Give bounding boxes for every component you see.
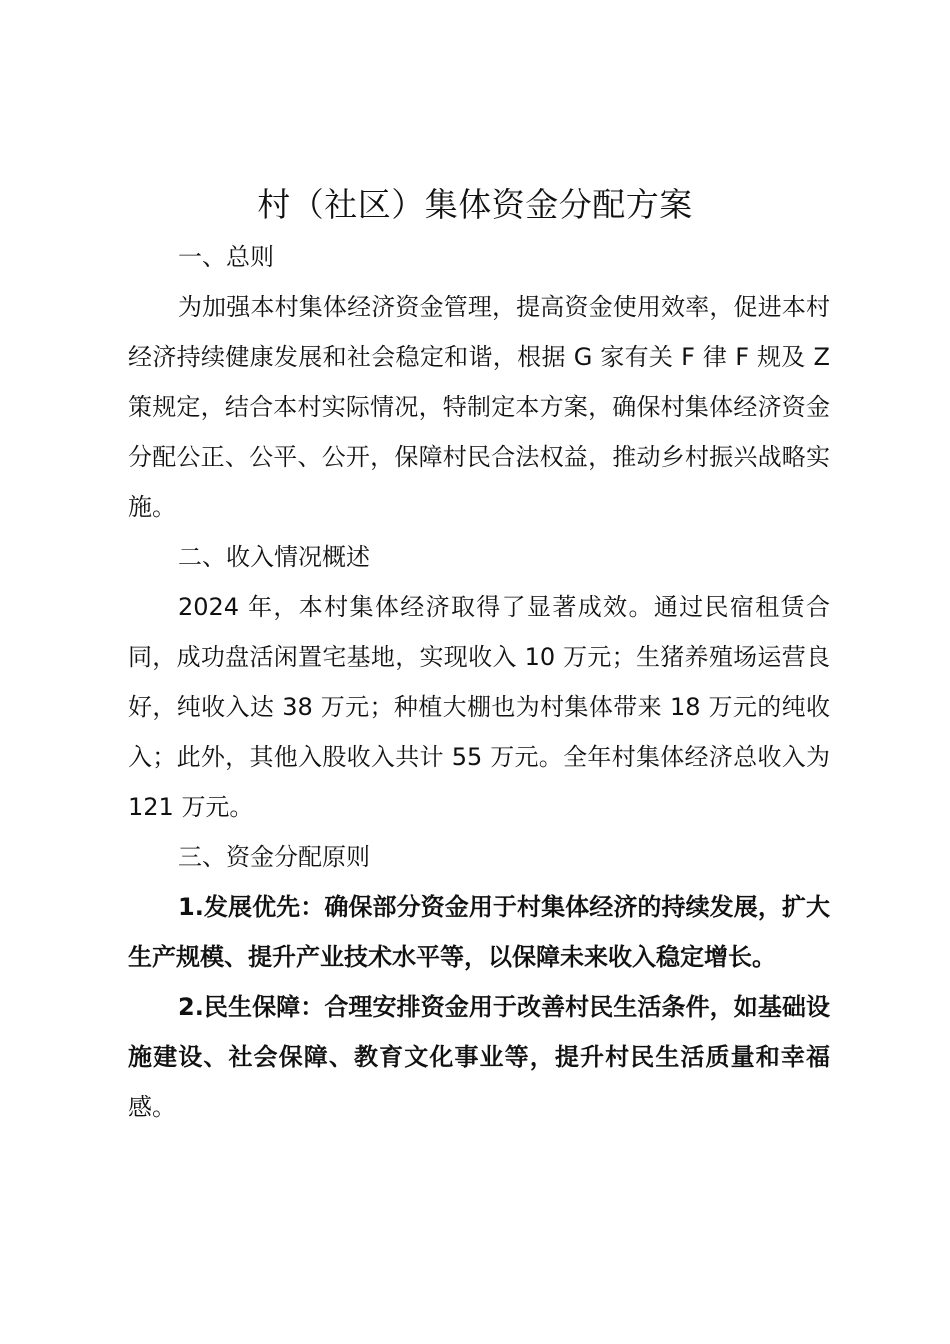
principle-item-livelihood-text: 2.民生保障：合理安排资金用于改善村民生活条件，如基础设施建设、社会保障、教育文化事业等，提升村民生活质量和幸福 (128, 993, 830, 1071)
section-paragraph-income: 2024 年，本村集体经济取得了显著成效。通过民宿租赁合同，成功盘活闲置宅基地，实现收入 10 万元；生猪养殖场运营良好，纯收入达 38 万元；种植大棚也为村集体带来 18 万元的纯收入；此外，其他入股收入共计 55 万元。全年村集体经济总收入为 121 万元。 (128, 593, 830, 821)
document-title: 村（社区）集体资金分配方案 (257, 185, 693, 224)
section-heading-income: 二、收入情况概述 (178, 543, 370, 571)
section-heading-general: 一、总则 (178, 243, 274, 271)
principle-item-livelihood-tail: 感。 (128, 1093, 176, 1121)
principle-item-development-text: 1.发展优先：确保部分资金用于村集体经济的持续发展，扩大生产规模、提升产业技术水平等，以保障未来收入稳定增长。 (128, 893, 830, 971)
principle-item-development (128, 882, 830, 982)
document-body (128, 232, 830, 1132)
principle-item-livelihood (128, 982, 830, 1132)
section-heading-principles: 三、资金分配原则 (178, 843, 370, 871)
section-paragraph-general: 为加强本村集体经济资金管理，提高资金使用效率，促进本村经济持续健康发展和社会稳定和谐，根据 G 家有关 F 律 F 规及 Z 策规定，结合本村实际情况，特制定本方案，确保村集体经济资金分配公正、公平、公开，保障村民合法权益，推动乡村振兴战略实施。 (128, 293, 830, 521)
